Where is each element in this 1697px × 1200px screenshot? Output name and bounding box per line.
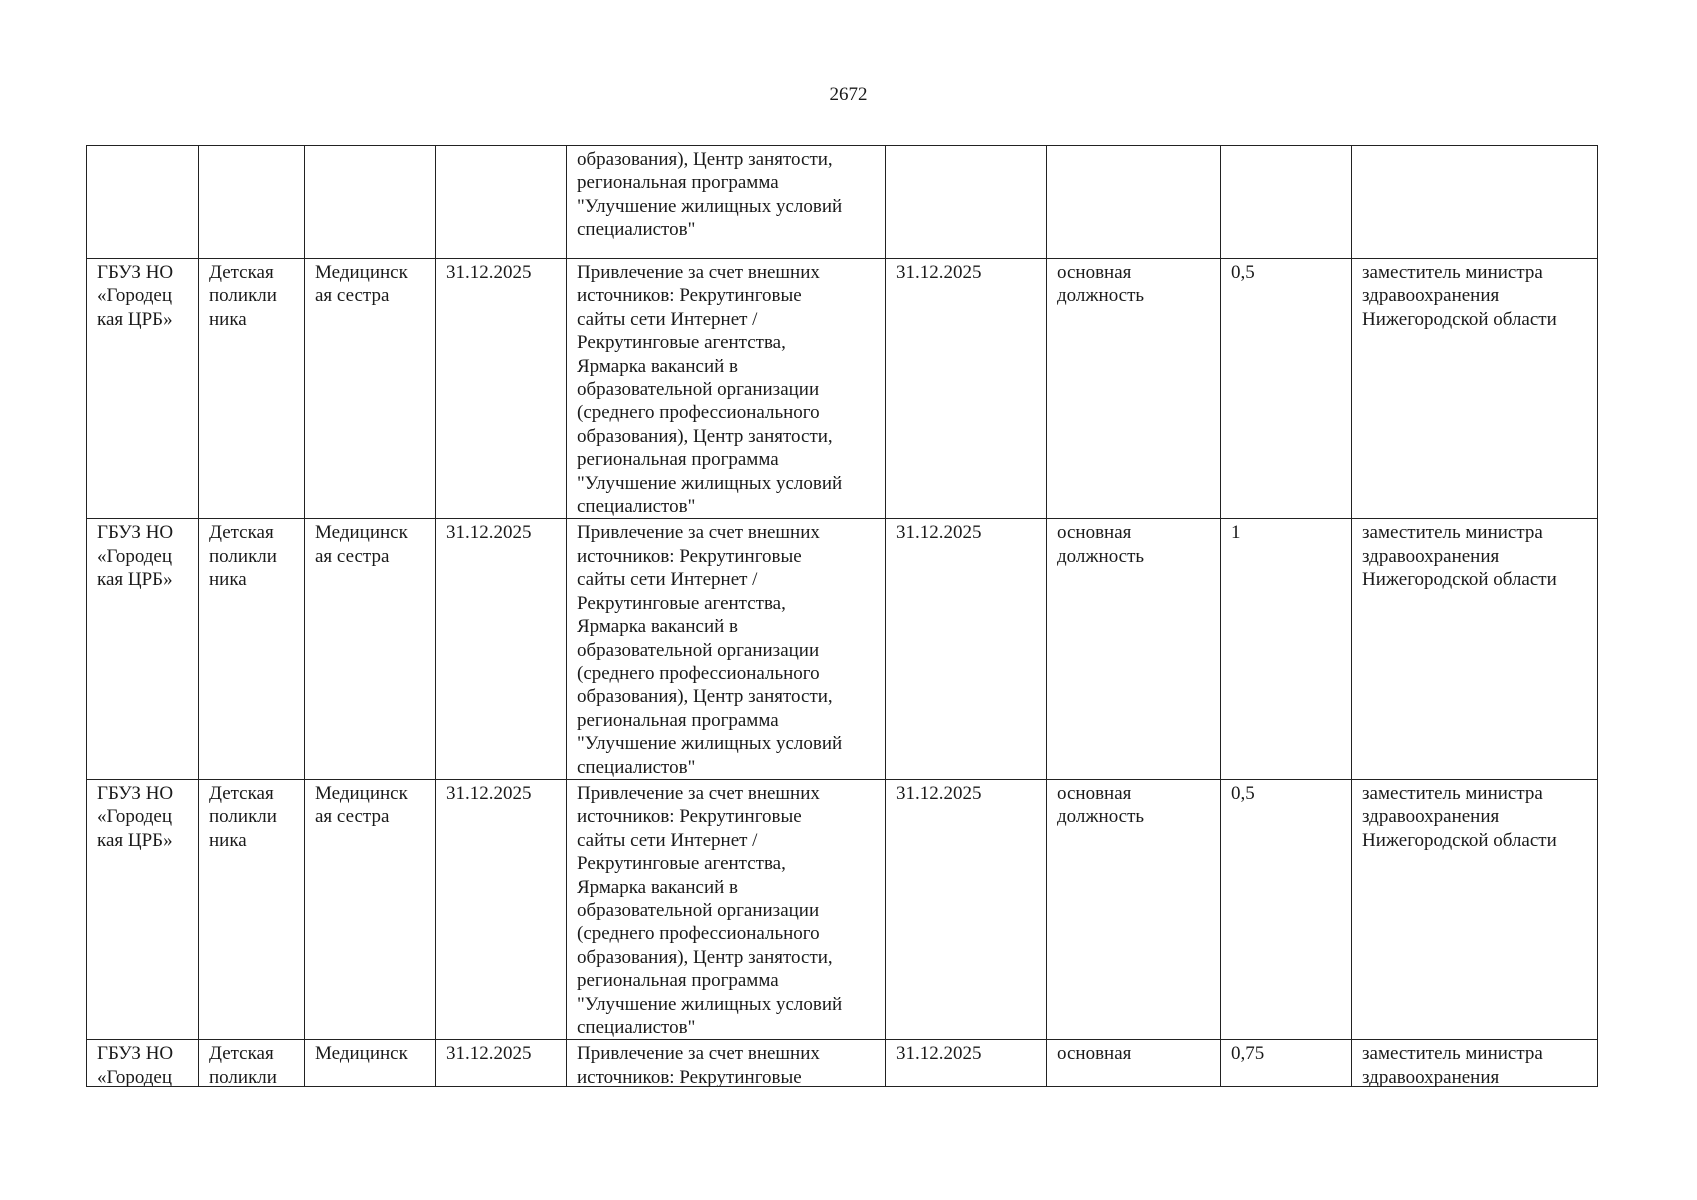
cell-org: ГБУЗ НО «Городец кая ЦРБ» [87,779,199,1039]
cell-employment [1047,146,1221,259]
cell-deadline: 31.12.2025 [886,259,1047,519]
cell-deadline [886,146,1047,259]
cell-date [436,1040,567,1087]
cell-unit-text: Детская поликли [209,1043,277,1087]
cell-responsible: заместитель министра здравоохранения Нижегородской области [1352,779,1598,1039]
cell-deadline: 31.12.2025 [886,519,1047,779]
cell-rate: 1 [1221,519,1352,779]
cell-employment [1047,1040,1221,1087]
cell-rate: 0,5 [1221,779,1352,1039]
cell-measures: Привлечение за счет внешних источников: Рекрутинговые сайты сети Интернет / Рекрутинговые агентства, Ярмарка вакансий в образовательной организации (среднего профессионального образования), Центр занятости, региональная программа "Улучшение жилищных условий специалистов" [567,779,886,1039]
cell-responsible [1352,146,1598,259]
cell-measures [567,1040,886,1087]
cell-employment-text: основная [1057,1043,1132,1065]
cell-rate [1221,1040,1352,1087]
cell-org [87,1040,199,1087]
cell-position [305,1040,436,1087]
cell-position: Медицинск ая сестра [305,519,436,779]
table-row-truncated [87,1040,1598,1087]
cell-unit [199,1040,305,1087]
cell-org [87,146,199,259]
cell-position [305,146,436,259]
cell-measures: Привлечение за счет внешних источников: Рекрутинговые сайты сети Интернет / Рекрутинговые агентства, Ярмарка вакансий в образовательной организации (среднего профессионального образования), Центр занятости, региональная программа "Улучшение жилищных условий специалистов" [567,519,886,779]
cell-rate-text: 0,75 [1231,1043,1265,1065]
cell-date: 31.12.2025 [436,519,567,779]
cell-measures: образования), Центр занятости, региональная программа "Улучшение жилищных условий специалистов" [567,146,886,259]
table-row-continuation [87,146,1598,259]
cell-unit: Детская поликли ника [199,779,305,1039]
cell-measures-text: Привлечение за счет внешних источников: Рекрутинговые [577,1043,820,1087]
cell-employment: основная должность [1047,519,1221,779]
page-number: 2672 [829,84,868,105]
cell-responsible [1352,1040,1598,1087]
cell-employment: основная должность [1047,779,1221,1039]
cell-deadline-text: 31.12.2025 [896,1043,982,1065]
cell-date-text: 31.12.2025 [446,1043,532,1065]
cell-measures: Привлечение за счет внешних источников: Рекрутинговые сайты сети Интернет / Рекрутинговые агентства, Ярмарка вакансий в образовательной организации (среднего профессионального образования), Центр занятости, региональная программа "Улучшение жилищных условий специалистов" [567,259,886,519]
cell-position: Медицинск ая сестра [305,259,436,519]
cell-org: ГБУЗ НО «Городец кая ЦРБ» [87,519,199,779]
cell-date [436,146,567,259]
cell-responsible: заместитель министра здравоохранения Нижегородской области [1352,259,1598,519]
table-row [87,779,1598,1039]
cell-deadline [886,1040,1047,1087]
cell-position: Медицинск ая сестра [305,779,436,1039]
cell-org-text: ГБУЗ НО «Городец [97,1043,174,1087]
cell-responsible-text: заместитель министра здравоохранения [1362,1043,1543,1087]
cell-rate: 0,5 [1221,259,1352,519]
cell-position-text: Медицинск [315,1043,408,1065]
table-row [87,259,1598,519]
cell-unit [199,146,305,259]
table-row [87,519,1598,779]
cell-date: 31.12.2025 [436,259,567,519]
cell-employment: основная должность [1047,259,1221,519]
cell-deadline: 31.12.2025 [886,779,1047,1039]
staffing-table [86,145,1598,1087]
cell-unit: Детская поликли ника [199,519,305,779]
cell-rate [1221,146,1352,259]
cell-responsible: заместитель министра здравоохранения Нижегородской области [1352,519,1598,779]
cell-org: ГБУЗ НО «Городец кая ЦРБ» [87,259,199,519]
cell-date: 31.12.2025 [436,779,567,1039]
cell-unit: Детская поликли ника [199,259,305,519]
